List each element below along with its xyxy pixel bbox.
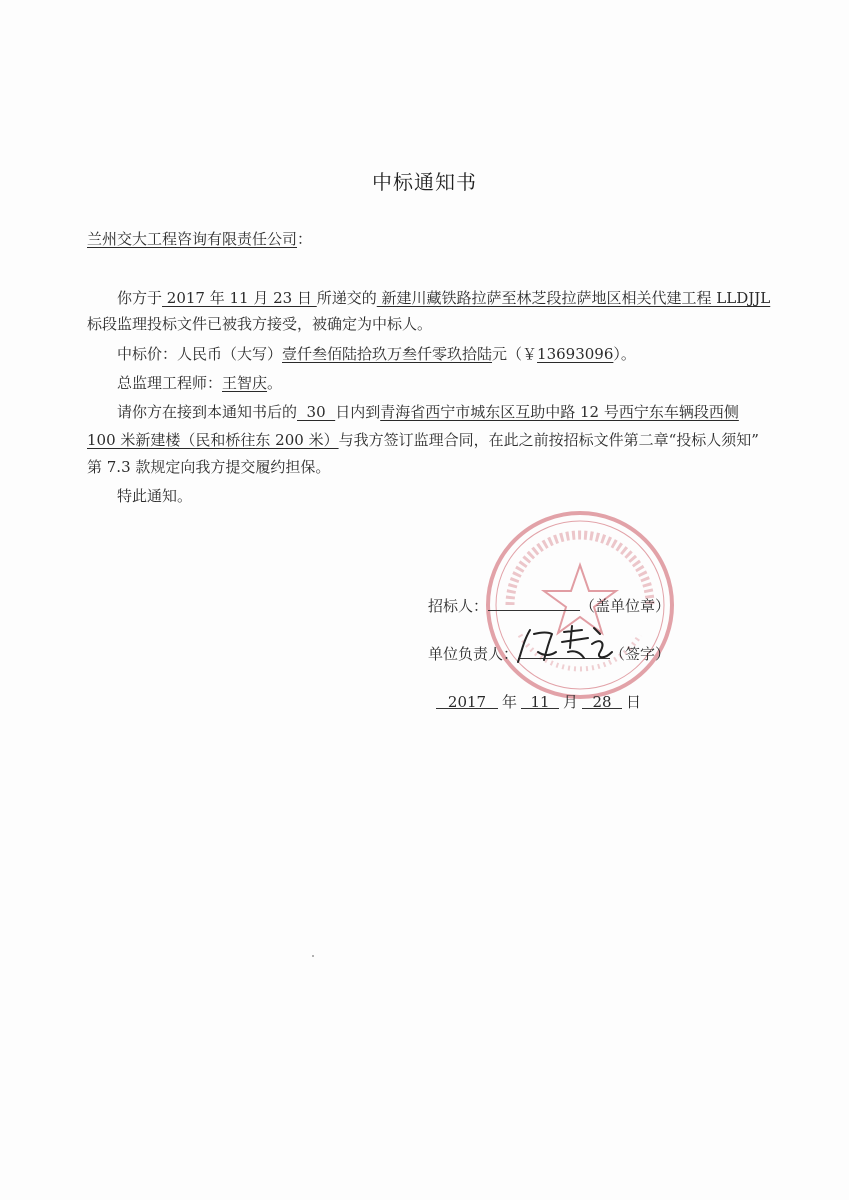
tenderer-note: （盖单位章） [580,597,671,615]
month-unit: 月 [563,693,579,711]
representative-note: （签字） [610,645,671,663]
p3-after: 与我方签订监理合同，在此之前按招标文件第二章“投标人须知” [338,431,759,449]
engineer-name: 王智庆 [222,374,268,392]
year-unit: 年 [502,693,518,711]
tenderer-blank [488,594,580,611]
p3-pre: 请你方在接到本通知书后的 [117,403,298,421]
month: 11 [521,692,559,709]
scan-speck [312,955,314,957]
paragraph-3-line-1 [117,402,739,422]
bid-price-line [117,344,636,364]
tenderer-label: 招标人： [428,597,489,615]
day: 28 [582,692,622,709]
days: 30 [297,403,336,421]
addressee: 兰州交大工程咨询有限责任公司 [87,230,298,248]
engineer-end: 。 [267,374,283,392]
project-name: 新建川藏铁路拉萨至林芝段拉萨地区相关代建工程 LLDJJL [376,289,771,307]
tenderer-line [428,594,670,616]
paragraph-1-line-2: 标段监理投标文件已被我方接受，被确定为中标人。 [87,315,433,333]
representative-label: 单位负责人： [428,645,519,663]
document-title: 中标通知书 [372,170,477,194]
day-unit: 日 [626,693,642,711]
price-unit: 元（￥ [492,345,538,363]
year: 2017 [436,692,498,709]
price-number: 13693096 [537,345,614,363]
p1-pre: 你方于 [117,289,163,307]
closing-line: 特此通知。 [117,487,193,505]
date-line [436,692,641,712]
price-label: 中标价：人民币（大写） [117,345,283,363]
price-words: 壹仟叁佰陆拾玖万叁仟零玖拾陆 [282,345,493,363]
addressee-colon: ： [297,230,313,248]
price-close: ）。 [613,345,636,363]
engineer-line [117,373,282,393]
p3-mid: 日内到 [335,403,381,421]
paragraph-1-line-1 [117,288,770,308]
handwritten-signature [508,622,618,666]
engineer-label: 总监理工程师： [117,374,223,392]
paragraph-3-line-3: 第 7.3 款规定向我方提交履约担保。 [87,458,331,476]
submission-date: 2017 年 11 月 23 日 [162,289,317,307]
place-line-2: 100 米新建楼（民和桥往东 200 米） [87,431,339,449]
addressee-line [87,229,312,249]
p1-mid: 所递交的 [316,289,377,307]
place-line-1: 青海省西宁市城东区互助中路 12 号西宁东车辆段西侧 [380,403,739,421]
paragraph-3-line-2 [87,430,759,450]
